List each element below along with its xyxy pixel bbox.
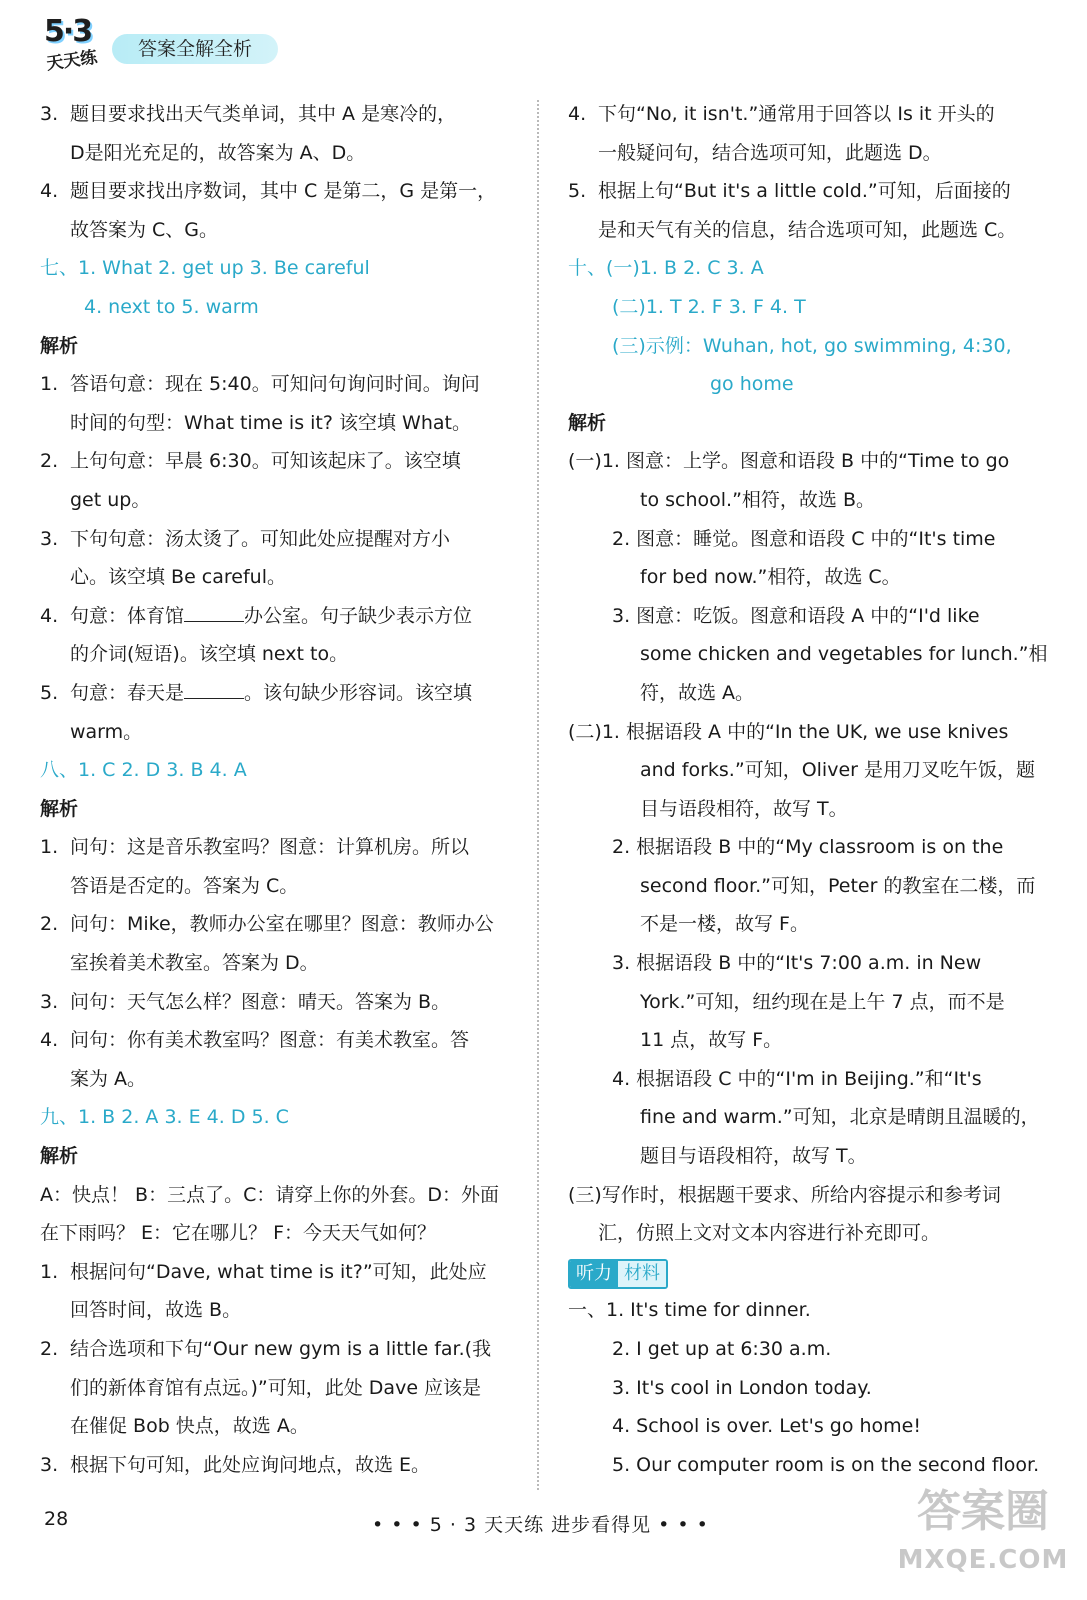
section-heading: 解析 bbox=[568, 411, 607, 434]
text-line: 故答案为 C、G。 bbox=[70, 218, 219, 241]
text-line: second floor.”可知，Peter 的教室在二楼，而 bbox=[640, 874, 1036, 897]
text-line: 2. 根据语段 B 中的“My classroom is on the bbox=[612, 836, 1004, 859]
page-header bbox=[0, 0, 1087, 90]
page-number: 28 bbox=[44, 1508, 69, 1530]
text-line bbox=[40, 1330, 516, 1369]
text-line: 案为 A。 bbox=[70, 1067, 147, 1090]
text-line bbox=[40, 1446, 516, 1485]
item-number: 5. bbox=[40, 681, 59, 704]
line-text: 。该句缺少形容词。该空填 bbox=[244, 681, 473, 704]
item-number: 4. bbox=[40, 604, 59, 627]
text-line: 3. 根据语段 B 中的“It's 7:00 a.m. in New bbox=[612, 952, 982, 975]
item-number: 1. bbox=[40, 1260, 59, 1283]
line-text: 句意：体育馆 bbox=[70, 604, 185, 627]
watermark-logo: 答案圈 MXQE.COM bbox=[897, 1486, 1069, 1575]
text-line: some chicken and vegetables for lunch.”相 bbox=[640, 643, 1048, 666]
text-line bbox=[40, 674, 516, 713]
item-number: 5. bbox=[568, 180, 587, 203]
text-line: 心。该空填 Be careful。 bbox=[70, 566, 286, 589]
listening-tag-row bbox=[568, 1253, 1046, 1292]
text-line: 在下雨吗？ E：它在哪儿？ F：今天天气如何？ bbox=[40, 1222, 437, 1245]
text-line: 符，故选 A。 bbox=[640, 681, 755, 704]
text-line: (二)1. 根据语段 A 中的“In the UK, we use knives bbox=[568, 720, 1009, 743]
text-line: 3. It's cool in London today. bbox=[612, 1376, 872, 1399]
footer-slogan: • • • 5 · 3 天天练 进步看得见 • • • bbox=[372, 1514, 709, 1536]
text-line: 在催促 Bob 快点，故选 A。 bbox=[70, 1415, 309, 1438]
item-number: 4. bbox=[568, 103, 587, 125]
line-text: 问句：Mike，教师办公室在哪里？图意：教师办公 bbox=[70, 913, 494, 936]
text-line: fine and warm.”可知，北京是晴朗且温暖的， bbox=[640, 1106, 1040, 1129]
text-line: D是阳光充足的，故答案为 A、D。 bbox=[70, 141, 366, 164]
text-line: 目与语段相符，故写 T。 bbox=[640, 797, 848, 820]
section-heading: 解析 bbox=[40, 334, 79, 357]
text-line: (一)1. 图意：上学。图意和语段 B 中的“Time to go bbox=[568, 450, 1010, 473]
text-line: York.”可知，纽约现在是上午 7 点，而不是 bbox=[640, 990, 1005, 1013]
text-line bbox=[40, 95, 516, 134]
item-number: 2. bbox=[40, 1338, 59, 1360]
text-line: 的介词(短语)。该空填 next to。 bbox=[70, 643, 349, 666]
text-line bbox=[40, 597, 516, 636]
item-number: 3. bbox=[40, 527, 59, 550]
text-line: 11 点，故写 F。 bbox=[640, 1029, 783, 1052]
item-number: 3. bbox=[40, 103, 59, 125]
text-line bbox=[40, 1021, 516, 1060]
text-line: for bed now.”相符，故选 C。 bbox=[640, 566, 901, 589]
left-column bbox=[40, 95, 516, 1484]
fill-blank bbox=[184, 605, 244, 622]
line-text: 办公室。句子缺少表示方位 bbox=[244, 604, 473, 627]
line-text: 结合选项和下句“Our new gym is a little far.(我 bbox=[70, 1338, 492, 1360]
line-text: 问句：天气怎么样？图意：晴天。答案为 B。 bbox=[70, 990, 451, 1013]
text-line bbox=[40, 905, 516, 944]
text-line: 3. 图意：吃饭。图意和语段 A 中的“I'd like bbox=[612, 604, 980, 627]
text-line: 时间的句型：What time is it? 该空填 What。 bbox=[70, 411, 471, 434]
text-line bbox=[40, 983, 516, 1022]
line-text: 句意：春天是 bbox=[70, 681, 185, 704]
answer-line: 七、1. What 2. get up 3. Be careful bbox=[40, 257, 370, 280]
line-text: 上句句意：早晨 6:30。可知该起床了。该空填 bbox=[70, 450, 461, 473]
tag-part: 材料 bbox=[618, 1261, 666, 1287]
answer-line: 4. next to 5. warm bbox=[84, 295, 259, 318]
text-line: 4. School is over. Let's go home! bbox=[612, 1415, 921, 1438]
brand-logo: 5·3 天天练 bbox=[44, 14, 99, 75]
text-line bbox=[568, 172, 1046, 211]
listening-material-tag bbox=[568, 1259, 668, 1289]
text-line: to school.”相符，故选 B。 bbox=[640, 488, 875, 511]
line-text: 题目要求找出天气类单词，其中 A 是寒冷的， bbox=[70, 103, 457, 125]
answer-line: go home bbox=[710, 373, 794, 396]
column-divider bbox=[537, 100, 539, 1490]
text-line: 答语是否定的。答案为 C。 bbox=[70, 874, 299, 897]
text-line bbox=[40, 520, 516, 559]
text-line: 2. I get up at 6:30 a.m. bbox=[612, 1338, 832, 1360]
text-line bbox=[40, 365, 516, 404]
line-text: 问句：你有美术教室吗？图意：有美术教室。答 bbox=[70, 1029, 470, 1052]
item-number: 1. bbox=[40, 373, 59, 396]
text-line: get up。 bbox=[70, 488, 151, 511]
text-line: 5. Our computer room is on the second floor. bbox=[612, 1453, 1040, 1476]
text-line: 汇，仿照上文对文本内容进行补充即可。 bbox=[598, 1222, 941, 1245]
text-line bbox=[40, 442, 516, 481]
line-text: 题目要求找出序数词，其中 C 是第二，G 是第一， bbox=[70, 180, 497, 203]
item-number: 4. bbox=[40, 180, 59, 203]
line-text: 下句“No, it isn't.”通常用于回答以 Is it 开头的 bbox=[598, 103, 995, 125]
text-line bbox=[40, 172, 516, 211]
text-line: warm。 bbox=[70, 720, 143, 743]
section-banner: 答案全解全析 bbox=[112, 34, 278, 64]
line-text: 根据上句“But it's a little cold.”可知，后面接的 bbox=[598, 180, 1011, 203]
line-text: 根据下句可知，此处应询问地点，故选 E。 bbox=[70, 1453, 431, 1476]
section-heading: 解析 bbox=[40, 797, 79, 820]
text-line: 题目与语段相符，故写 T。 bbox=[640, 1145, 867, 1168]
line-text: 根据问句“Dave, what time is it?”可知，此处应 bbox=[70, 1260, 487, 1283]
text-line: 一、1. It's time for dinner. bbox=[568, 1299, 811, 1322]
answer-line: 八、1. C 2. D 3. B 4. A bbox=[40, 759, 247, 782]
text-line bbox=[568, 95, 1046, 134]
item-number: 3. bbox=[40, 1453, 59, 1476]
item-number: 2. bbox=[40, 913, 59, 936]
fill-blank bbox=[184, 682, 244, 699]
section-heading: 解析 bbox=[40, 1145, 79, 1168]
answer-line: (二)1. T 2. F 3. F 4. T bbox=[612, 295, 806, 318]
text-line bbox=[40, 1253, 516, 1292]
line-text: 问句：这是音乐教室吗？图意：计算机房。所以 bbox=[70, 836, 470, 859]
line-text: 答语句意：现在 5:40。可知问句询问时间。询问 bbox=[70, 373, 480, 396]
text-line: 不是一楼，故写 F。 bbox=[640, 913, 809, 936]
text-line: 一般疑问句，结合选项可知，此题选 D。 bbox=[598, 141, 942, 164]
answer-line: (三)示例：Wuhan, hot, go swimming, 4:30, bbox=[612, 334, 1012, 357]
text-line: 2. 图意：睡觉。图意和语段 C 中的“It's time bbox=[612, 527, 996, 550]
item-number: 4. bbox=[40, 1029, 59, 1052]
answer-line: 九、1. B 2. A 3. E 4. D 5. C bbox=[40, 1106, 289, 1129]
line-text: 下句句意：汤太烫了。可知此处应提醒对方小 bbox=[70, 527, 451, 550]
text-line bbox=[40, 828, 516, 867]
text-line: 回答时间，故选 B。 bbox=[70, 1299, 242, 1322]
item-number: 2. bbox=[40, 450, 59, 473]
text-line: and forks.”可知，Oliver 是用刀叉吃午饭，题 bbox=[640, 759, 1035, 782]
answer-line: 十、(一)1. B 2. C 3. A bbox=[568, 257, 764, 280]
text-line: 是和天气有关的信息，结合选项可知，此题选 C。 bbox=[598, 218, 1017, 241]
text-line: 室挨着美术教室。答案为 D。 bbox=[70, 952, 319, 975]
text-line: A：快点！ B：三点了。C：请穿上你的外套。D：外面 bbox=[40, 1183, 499, 1206]
item-number: 1. bbox=[40, 836, 59, 859]
text-line: 们的新体育馆有点远。)”可知，此处 Dave 应该是 bbox=[70, 1376, 482, 1399]
text-line: (三)写作时，根据题干要求、所给内容提示和参考词 bbox=[568, 1183, 1001, 1206]
tag-part: 听力 bbox=[570, 1261, 618, 1287]
right-column bbox=[568, 95, 1046, 1484]
item-number: 3. bbox=[40, 990, 59, 1013]
text-line: 4. 根据语段 C 中的“I'm in Beijing.”和“It's bbox=[612, 1067, 982, 1090]
